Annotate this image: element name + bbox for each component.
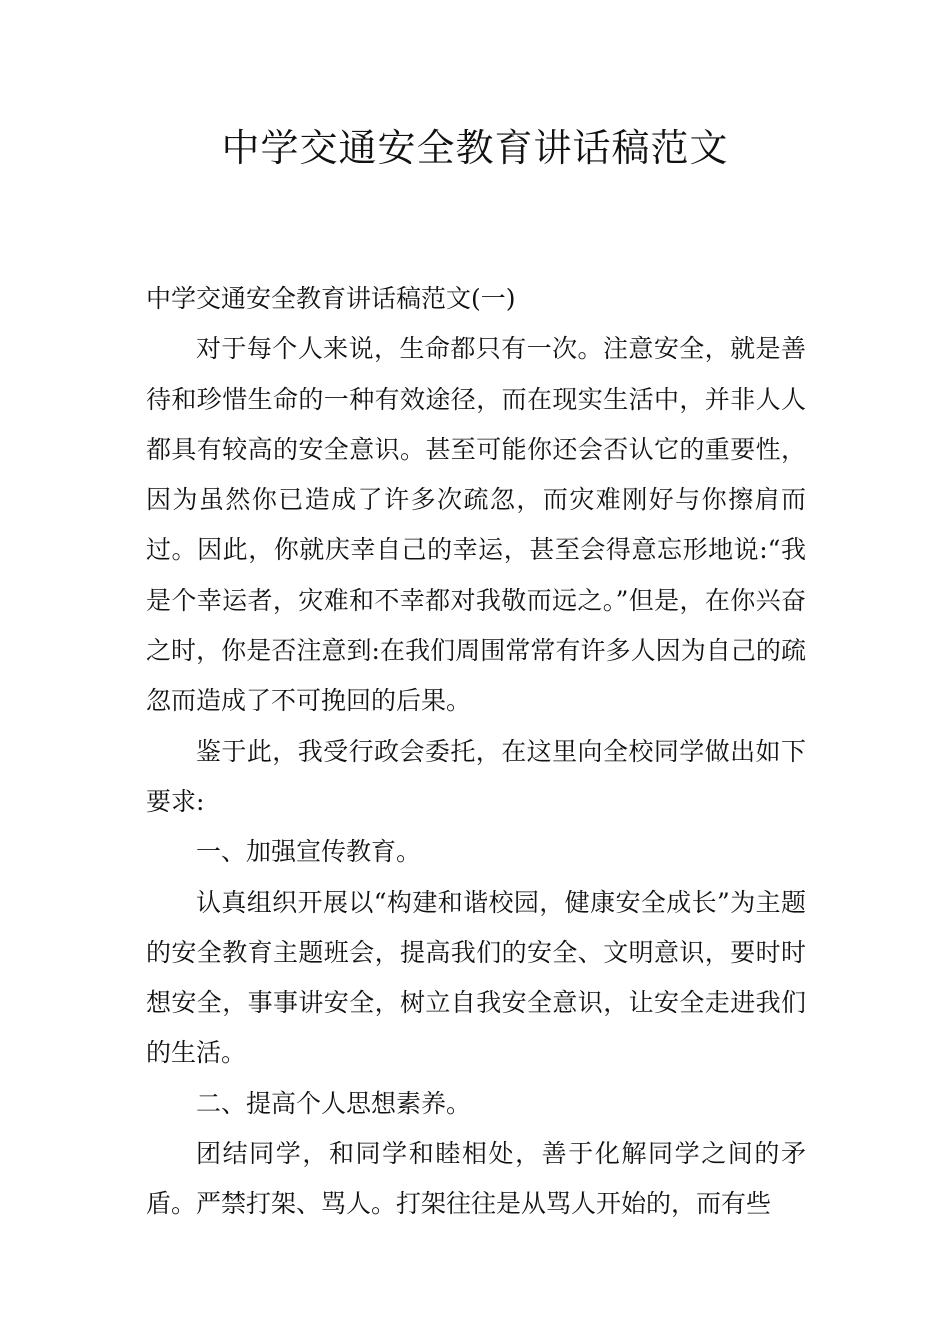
paragraph-requirements: 鉴于此，我受行政会委托，在这里向全校同学做出如下要求: xyxy=(146,736,806,816)
paragraph-intro: 对于每个人来说，生命都只有一次。注意安全，就是善待和珍惜生命的一种有效途径，而在现实生活中，并非人人都具有较高的安全意识。甚至可能你还会否认它的重要性，因为虽然你已造成了许多次疏忽，而灾难刚好与你擦肩而过。因此，你就庆幸自己的幸运，甚至会得意忘形地说:“我是个幸运者，灾难和不幸都对我敬而远之。”但是，在你兴奋之时，你是否注意到:在我们周围常常有许多人因为自己的疏忽而造成了不可挽回的后果。 xyxy=(146,334,806,716)
item-heading-2: 二、提高个人思想素养。 xyxy=(196,1088,472,1118)
paragraph-item-1: 认真组织开展以“构建和谐校园，健康安全成长”为主题的安全教育主题班会，提高我们的安全、文明意识，要时时想安全，事事讲安全，树立自我安全意识，让安全走进我们的生活。 xyxy=(146,887,806,1068)
section-heading: 中学交通安全教育讲话稿范文(一) xyxy=(146,284,516,313)
document-title: 中学交通安全教育讲话稿范文 xyxy=(221,126,729,170)
document-body xyxy=(146,274,806,1230)
item-heading-1: 一、加强宣传教育。 xyxy=(196,837,422,867)
paragraph-item-2: 团结同学，和同学和睦相处，善于化解同学之间的矛盾。严禁打架、骂人。打架往往是从骂人开始的，而有些 xyxy=(146,1139,806,1219)
